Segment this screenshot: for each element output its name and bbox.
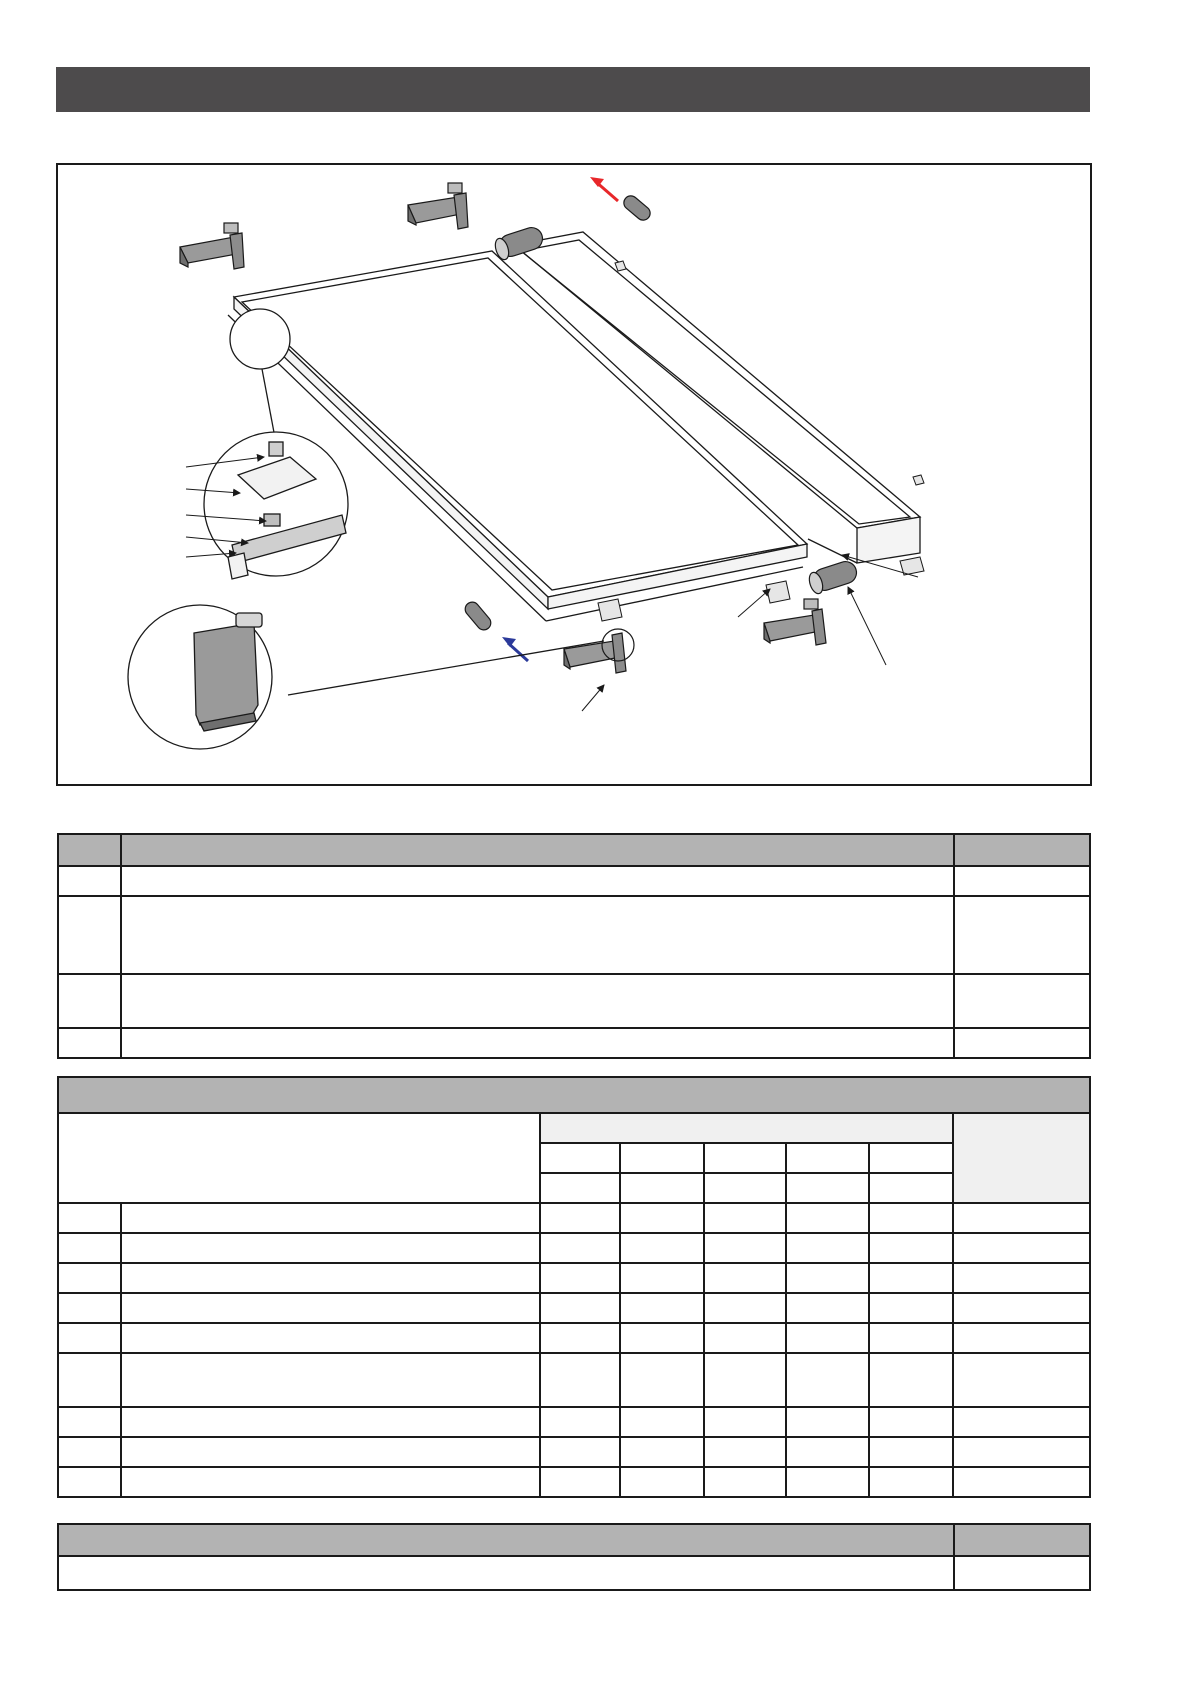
row-value xyxy=(620,1263,704,1293)
assembly-drawing xyxy=(58,165,1090,784)
spec-table-body xyxy=(58,1203,1090,1497)
row-value xyxy=(620,1233,704,1263)
row-value xyxy=(786,1467,869,1497)
row-value xyxy=(704,1203,786,1233)
spec-table-corner xyxy=(58,1113,540,1203)
row-description xyxy=(121,1203,540,1233)
subsize-header xyxy=(540,1173,620,1203)
row-description xyxy=(121,1323,540,1353)
table-row xyxy=(58,1467,1090,1497)
row-unit xyxy=(953,1233,1090,1263)
sensor-plug-top xyxy=(621,193,653,223)
row-unit xyxy=(953,1353,1090,1407)
row-number xyxy=(58,1353,121,1407)
spec-table-title-row xyxy=(58,1077,1090,1113)
spec-table-header-row xyxy=(58,1113,1090,1143)
table-row xyxy=(58,1353,1090,1407)
row-value xyxy=(620,1323,704,1353)
row-value xyxy=(786,1437,869,1467)
row-value xyxy=(869,1407,953,1437)
subsize-header xyxy=(869,1173,953,1203)
row-number xyxy=(58,974,121,1028)
row-number xyxy=(58,1028,121,1058)
row-value xyxy=(540,1293,620,1323)
row-description xyxy=(121,1353,540,1407)
table-row xyxy=(58,974,1090,1028)
mounting-bracket-top-middle xyxy=(408,183,468,229)
row-value xyxy=(704,1263,786,1293)
row-value xyxy=(786,1323,869,1353)
row-value xyxy=(869,1467,953,1497)
table-row xyxy=(58,1437,1090,1467)
table-row xyxy=(58,1293,1090,1323)
row-quantity xyxy=(954,1028,1090,1058)
column-header-number xyxy=(58,834,121,866)
size-header xyxy=(540,1143,620,1173)
row-value xyxy=(620,1293,704,1323)
subsize-header xyxy=(620,1173,704,1203)
extra-table-header xyxy=(58,1524,1090,1556)
row-value xyxy=(869,1263,953,1293)
row-description xyxy=(121,1437,540,1467)
row-value xyxy=(704,1407,786,1437)
row-value xyxy=(704,1467,786,1497)
row-number xyxy=(58,866,121,896)
parts-table xyxy=(57,833,1091,1059)
table-row xyxy=(58,1203,1090,1233)
section-header-bar xyxy=(56,67,1090,112)
row-value xyxy=(540,1233,620,1263)
row-value xyxy=(540,1203,620,1233)
extra-header-description xyxy=(58,1524,954,1556)
extra-row-description xyxy=(58,1556,954,1590)
row-value xyxy=(540,1263,620,1293)
row-value xyxy=(869,1437,953,1467)
row-description xyxy=(121,1233,540,1263)
row-description xyxy=(121,866,954,896)
row-value xyxy=(540,1323,620,1353)
row-unit xyxy=(953,1467,1090,1497)
size-header xyxy=(869,1143,953,1173)
spec-table xyxy=(57,1076,1091,1498)
row-value xyxy=(704,1233,786,1263)
extra-table xyxy=(57,1523,1091,1591)
row-quantity xyxy=(954,896,1090,974)
parts-table-header xyxy=(58,834,1090,866)
table-row xyxy=(58,1028,1090,1058)
table-row xyxy=(58,1556,1090,1590)
row-description xyxy=(121,1263,540,1293)
row-quantity xyxy=(954,866,1090,896)
size-header xyxy=(620,1143,704,1173)
row-value xyxy=(540,1437,620,1467)
row-description xyxy=(121,896,954,974)
mounting-bracket-top-left xyxy=(180,223,244,269)
row-description xyxy=(121,1028,954,1058)
mounting-bracket-bottom-middle xyxy=(564,629,634,673)
row-number xyxy=(58,1467,121,1497)
subsize-header xyxy=(704,1173,786,1203)
row-value xyxy=(620,1353,704,1407)
row-number xyxy=(58,1293,121,1323)
row-number xyxy=(58,1263,121,1293)
row-number xyxy=(58,1323,121,1353)
row-value xyxy=(620,1467,704,1497)
row-number xyxy=(58,1407,121,1437)
row-value xyxy=(869,1323,953,1353)
detail-circle-bracket xyxy=(128,605,604,749)
row-value xyxy=(620,1407,704,1437)
table-row xyxy=(58,896,1090,974)
row-value xyxy=(786,1203,869,1233)
row-number xyxy=(58,1437,121,1467)
table-row xyxy=(58,1407,1090,1437)
row-unit xyxy=(953,1293,1090,1323)
row-number xyxy=(58,896,121,974)
row-value xyxy=(704,1323,786,1353)
row-description xyxy=(121,974,954,1028)
column-header-description xyxy=(121,834,954,866)
assembly-figure xyxy=(56,163,1092,786)
row-value xyxy=(540,1467,620,1497)
mounting-bracket-bottom-right xyxy=(764,599,826,645)
row-value xyxy=(704,1353,786,1407)
row-value xyxy=(540,1407,620,1437)
table-row xyxy=(58,1323,1090,1353)
sensor-plug-bottom xyxy=(462,599,493,633)
row-value xyxy=(620,1203,704,1233)
row-value xyxy=(540,1353,620,1407)
table-row xyxy=(58,866,1090,896)
row-number xyxy=(58,1233,121,1263)
row-value xyxy=(786,1353,869,1407)
table-row xyxy=(58,1233,1090,1263)
row-description xyxy=(121,1467,540,1497)
row-value xyxy=(620,1437,704,1467)
column-header-quantity xyxy=(954,834,1090,866)
spec-unit-header xyxy=(953,1113,1090,1203)
row-unit xyxy=(953,1323,1090,1353)
row-value xyxy=(786,1233,869,1263)
row-unit xyxy=(953,1437,1090,1467)
row-value xyxy=(704,1437,786,1467)
row-unit xyxy=(953,1407,1090,1437)
size-header xyxy=(704,1143,786,1173)
row-number xyxy=(58,1203,121,1233)
spec-group-header xyxy=(540,1113,953,1143)
outlet-arrow xyxy=(590,177,618,201)
row-value xyxy=(869,1293,953,1323)
spec-table-title xyxy=(58,1077,1090,1113)
row-quantity xyxy=(954,974,1090,1028)
row-value xyxy=(786,1407,869,1437)
collector-panel-left xyxy=(228,251,807,621)
pipe-insulation-bottom xyxy=(807,559,859,596)
row-value xyxy=(786,1263,869,1293)
row-value xyxy=(704,1293,786,1323)
row-value xyxy=(869,1353,953,1407)
row-value xyxy=(869,1233,953,1263)
row-value xyxy=(869,1203,953,1233)
subsize-header xyxy=(786,1173,869,1203)
extra-row-value xyxy=(954,1556,1090,1590)
row-unit xyxy=(953,1203,1090,1233)
size-header xyxy=(786,1143,869,1173)
row-value xyxy=(786,1293,869,1323)
extra-header-value xyxy=(954,1524,1090,1556)
row-unit xyxy=(953,1263,1090,1293)
table-row xyxy=(58,1263,1090,1293)
row-description xyxy=(121,1407,540,1437)
row-description xyxy=(121,1293,540,1323)
